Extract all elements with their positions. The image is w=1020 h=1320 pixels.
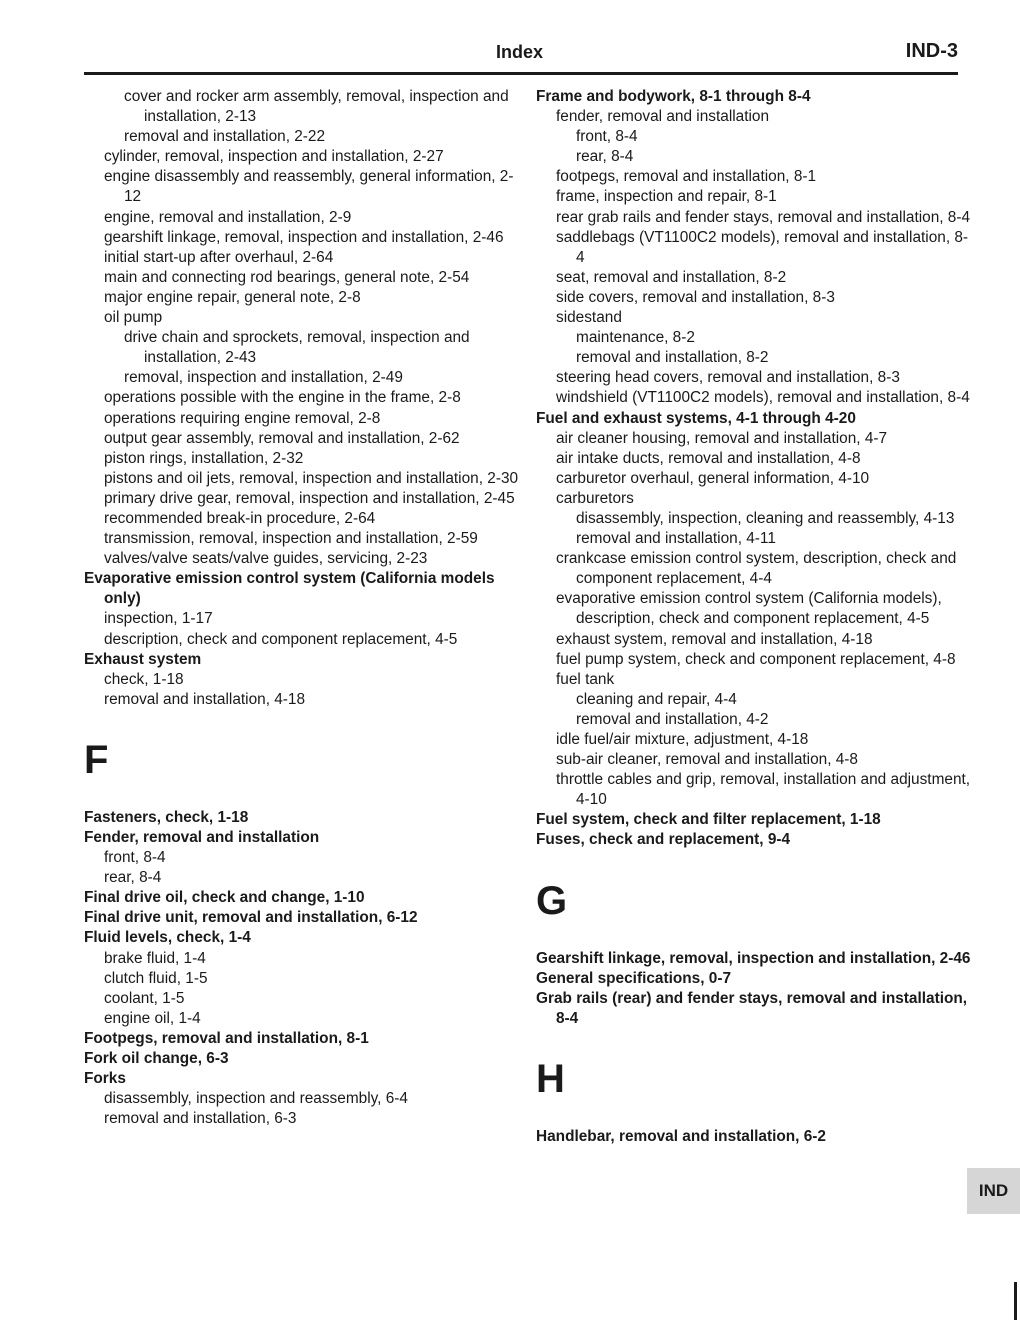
index-entry: piston rings, installation, 2-32 <box>104 449 304 467</box>
index-entry: output gear assembly, removal and installation, 2-62 <box>104 429 460 447</box>
index-entry: removal and installation, 8-2 <box>576 349 769 367</box>
index-entry: rear, 8-4 <box>104 869 162 887</box>
index-entry: cylinder, removal, inspection and installation, 2-27 <box>104 148 444 166</box>
index-entry: engine oil, 1-4 <box>104 1009 201 1027</box>
index-heading: Footpegs, removal and installation, 8-1 <box>84 1029 369 1047</box>
index-heading: Final drive unit, removal and installation, 6-12 <box>84 909 418 927</box>
index-entry: valves/valve seats/valve guides, servicing, 2-23 <box>104 550 428 568</box>
index-heading: Fork oil change, 6-3 <box>84 1050 229 1068</box>
index-entry: primary drive gear, removal, inspection and installation, 2-45 <box>104 489 515 507</box>
index-entry: air intake ducts, removal and installation, 4-8 <box>556 449 861 467</box>
index-entry: drive chain and sprockets, removal, inspection and installation, 2-43 <box>124 329 470 367</box>
index-entry: fuel tank <box>556 670 615 688</box>
header-title: Index <box>496 42 544 62</box>
index-entry: idle fuel/air mixture, adjustment, 4-18 <box>556 731 809 748</box>
chapter-tab <box>967 1168 1020 1214</box>
section-letter: G <box>536 878 568 923</box>
index-heading: Fuel system, check and filter replacement, 1-18 <box>536 811 881 829</box>
index-heading: Exhaust system <box>84 650 202 668</box>
index-heading: General specifications, 0-7 <box>536 969 732 987</box>
index-entry: fender, removal and installation <box>556 108 770 126</box>
index-heading: Fluid levels, check, 1-4 <box>84 929 251 947</box>
index-entry: air cleaner housing, removal and installation, 4-7 <box>556 429 888 447</box>
index-heading: Forks <box>84 1070 126 1088</box>
index-entry: front, 8-4 <box>104 849 166 867</box>
index-entry: brake fluid, 1-4 <box>104 949 206 967</box>
index-entry: removal and installation, 4-2 <box>576 710 769 728</box>
index-entry: removal and installation, 2-22 <box>124 128 326 146</box>
index-entry: crankcase emission control system, description, check and component replacement, 4-4 <box>556 550 957 588</box>
index-entry: sidestand <box>556 309 622 327</box>
index-entry: clutch fluid, 1-5 <box>104 969 208 987</box>
index-column-right <box>536 87 976 1147</box>
edge-mark <box>1014 1282 1017 1320</box>
index-heading: Frame and bodywork, 8-1 through 8-4 <box>536 88 811 105</box>
chapter-tab-label: IND <box>978 1181 1009 1200</box>
index-entry: windshield (VT1100C2 models), removal and installation, 8-4 <box>556 389 970 407</box>
index-entry: initial start-up after overhaul, 2-64 <box>104 248 334 266</box>
index-heading: Fasteners, check, 1-18 <box>84 808 249 826</box>
index-entry: operations possible with the engine in the frame, 2-8 <box>104 389 461 407</box>
index-entry: exhaust system, removal and installation, 4-18 <box>556 630 873 648</box>
index-entry: check, 1-18 <box>104 670 184 688</box>
index-entry: engine disassembly and reassembly, general information, 2-12 <box>104 168 514 206</box>
index-entry: removal, inspection and installation, 2-49 <box>124 369 403 387</box>
index-entry: pistons and oil jets, removal, inspection and installation, 2-30 <box>104 469 519 487</box>
index-entry: frame, inspection and repair, 8-1 <box>556 188 777 206</box>
index-entry: operations requiring engine removal, 2-8 <box>104 409 381 427</box>
index-entry: inspection, 1-17 <box>104 610 213 628</box>
index-entry: maintenance, 8-2 <box>576 329 695 347</box>
index-entry: disassembly, inspection and reassembly, 6-4 <box>104 1090 408 1108</box>
index-entry: rear grab rails and fender stays, removal and installation, 8-4 <box>556 208 971 226</box>
index-heading: Final drive oil, check and change, 1-10 <box>84 889 365 907</box>
index-entry: throttle cables and grip, removal, installation and adjustment, 4-10 <box>556 771 971 809</box>
index-entry: gearshift linkage, removal, inspection and installation, 2-46 <box>104 228 504 246</box>
index-entry: main and connecting rod bearings, general note, 2-54 <box>104 268 470 286</box>
index-entry: coolant, 1-5 <box>104 989 185 1007</box>
section-letter: H <box>536 1056 565 1101</box>
index-entry: saddlebags (VT1100C2 models), removal and installation, 8-4 <box>556 228 969 266</box>
index-entry: recommended break-in procedure, 2-64 <box>104 509 376 527</box>
index-entry: sub-air cleaner, removal and installation, 4-8 <box>556 751 858 769</box>
page-number: IND-3 <box>905 40 958 62</box>
index-entry: oil pump <box>104 309 163 327</box>
index-entry: transmission, removal, inspection and installation, 2-59 <box>104 530 478 548</box>
index-entry: evaporative emission control system (California models), description, check and component replacement, 4-5 <box>556 590 942 628</box>
index-entry: fuel pump system, check and component replacement, 4-8 <box>556 650 956 668</box>
index-heading: Fender, removal and installation <box>84 829 320 846</box>
index-heading: Evaporative emission control system (California models only) <box>84 570 495 608</box>
index-heading: Fuel and exhaust systems, 4-1 through 4-20 <box>536 409 856 427</box>
index-heading: Gearshift linkage, removal, inspection and installation, 2-46 <box>536 949 971 967</box>
section-letter: F <box>84 737 109 782</box>
index-entry: steering head covers, removal and installation, 8-3 <box>556 369 900 387</box>
index-entry: major engine repair, general note, 2-8 <box>104 288 361 306</box>
index-entry: carburetor overhaul, general information, 4-10 <box>556 469 870 487</box>
index-entry: removal and installation, 6-3 <box>104 1110 297 1128</box>
index-entry: engine, removal and installation, 2-9 <box>104 208 352 226</box>
index-entry: rear, 8-4 <box>576 148 634 166</box>
index-entry: footpegs, removal and installation, 8-1 <box>556 168 817 186</box>
index-entry: cleaning and repair, 4-4 <box>576 690 737 708</box>
index-entry: carburetors <box>556 489 634 507</box>
index-heading: Fuses, check and replacement, 9-4 <box>536 831 791 849</box>
index-entry: removal and installation, 4-18 <box>104 690 306 708</box>
index-entry: front, 8-4 <box>576 128 638 146</box>
index-column-left <box>84 87 524 1129</box>
index-entry: description, check and component replacement, 4-5 <box>104 630 458 648</box>
header-rule <box>84 72 958 75</box>
index-heading: Handlebar, removal and installation, 6-2 <box>536 1127 826 1145</box>
index-entry: disassembly, inspection, cleaning and reassembly, 4-13 <box>576 509 955 527</box>
index-entry: removal and installation, 4-11 <box>576 530 776 548</box>
index-entry: seat, removal and installation, 8-2 <box>556 268 787 286</box>
index-entry: side covers, removal and installation, 8-3 <box>556 288 835 306</box>
index-entry: cover and rocker arm assembly, removal, inspection and installation, 2-13 <box>124 88 509 126</box>
index-heading: Grab rails (rear) and fender stays, removal and installation, 8-4 <box>536 989 968 1027</box>
